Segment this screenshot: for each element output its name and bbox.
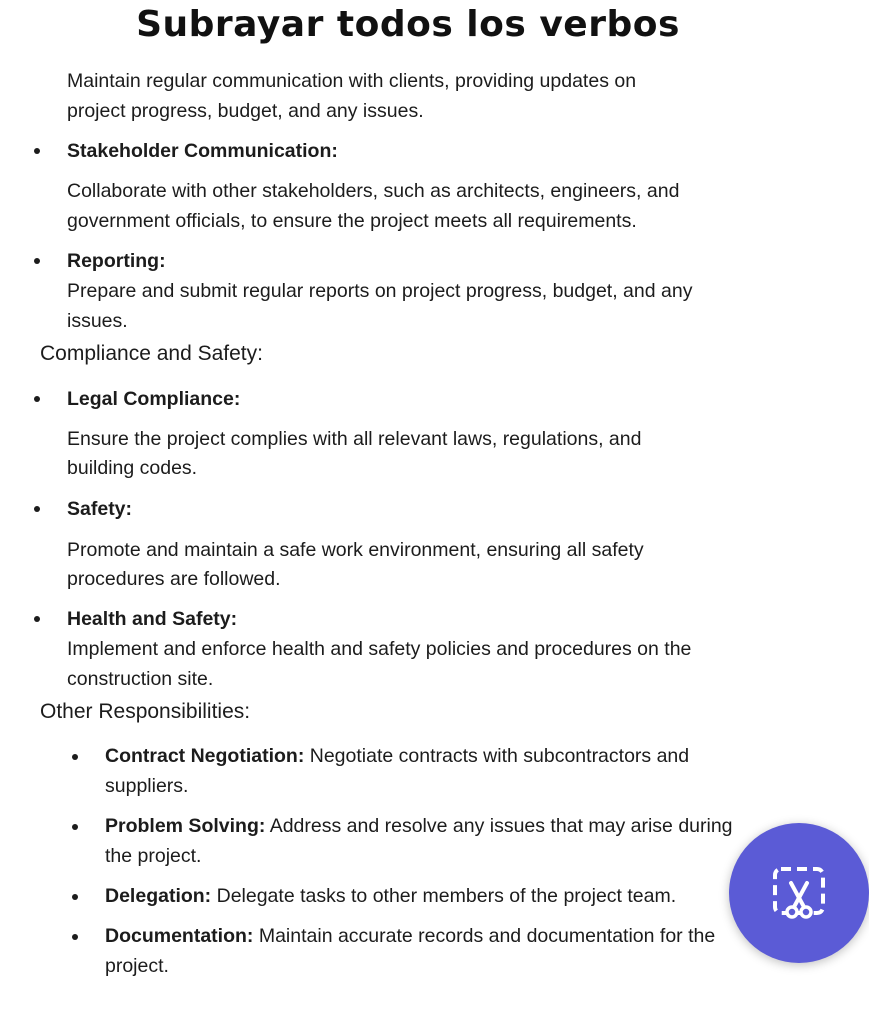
- bullet-dot: [34, 396, 40, 402]
- bullet-dot: [34, 258, 40, 264]
- item-text: Negotiate contracts with subcontractors and suppliers.: [105, 745, 690, 797]
- stakeholder-heading: Stakeholder Communication:: [67, 140, 338, 162]
- safety-line-1: Promote and maintain a safe work environment, ensuring all safety: [67, 539, 644, 561]
- bullet-dot: [72, 754, 78, 760]
- intro-line-2: project progress, budget, and any issues.: [67, 100, 424, 122]
- reporting-line-1: Prepare and submit regular reports on project progress, budget, and any: [67, 280, 693, 302]
- item-label: Problem Solving:: [105, 815, 266, 837]
- reporting-heading: Reporting:: [67, 250, 166, 272]
- item-text: Delegate tasks to other members of the project team.: [211, 885, 677, 907]
- item-label: Contract Negotiation:: [105, 745, 305, 767]
- page-title: Subrayar todos los verbos: [136, 4, 680, 45]
- health-line-2: construction site.: [67, 668, 214, 690]
- bullet-dot: [34, 506, 40, 512]
- bullet-dot: [72, 934, 78, 940]
- reporting-line-2: issues.: [67, 310, 128, 332]
- item-label: Documentation:: [105, 925, 254, 947]
- compliance-section-heading: Compliance and Safety:: [40, 342, 263, 365]
- stakeholder-line-1: Collaborate with other stakeholders, such as architects, engineers, and: [67, 180, 680, 202]
- item-text: Maintain accurate records and documentation for the project.: [105, 925, 716, 977]
- health-line-1: Implement and enforce health and safety policies and procedures on the: [67, 638, 692, 660]
- legal-heading: Legal Compliance:: [67, 388, 241, 410]
- safety-heading: Safety:: [67, 498, 133, 520]
- health-heading: Health and Safety:: [67, 608, 238, 630]
- intro-line-1: Maintain regular communication with clients, providing updates on: [67, 70, 637, 92]
- bullet-dot: [34, 616, 40, 622]
- bullet-dot: [72, 824, 78, 830]
- item-label: Delegation:: [105, 885, 212, 907]
- item-text: Address and resolve any issues that may arise during the project.: [105, 815, 733, 867]
- legal-line-1: Ensure the project complies with all relevant laws, regulations, and: [67, 428, 642, 450]
- scissors-select-icon: [769, 863, 829, 923]
- bullet-dot: [34, 148, 40, 154]
- legal-line-2: building codes.: [67, 457, 198, 479]
- bullet-dot: [72, 894, 78, 900]
- other-section-heading: Other Responsibilities:: [40, 700, 251, 723]
- stakeholder-line-2: government officials, to ensure the project meets all requirements.: [67, 210, 637, 232]
- safety-line-2: procedures are followed.: [67, 568, 281, 590]
- screen-capture-button[interactable]: [729, 823, 869, 963]
